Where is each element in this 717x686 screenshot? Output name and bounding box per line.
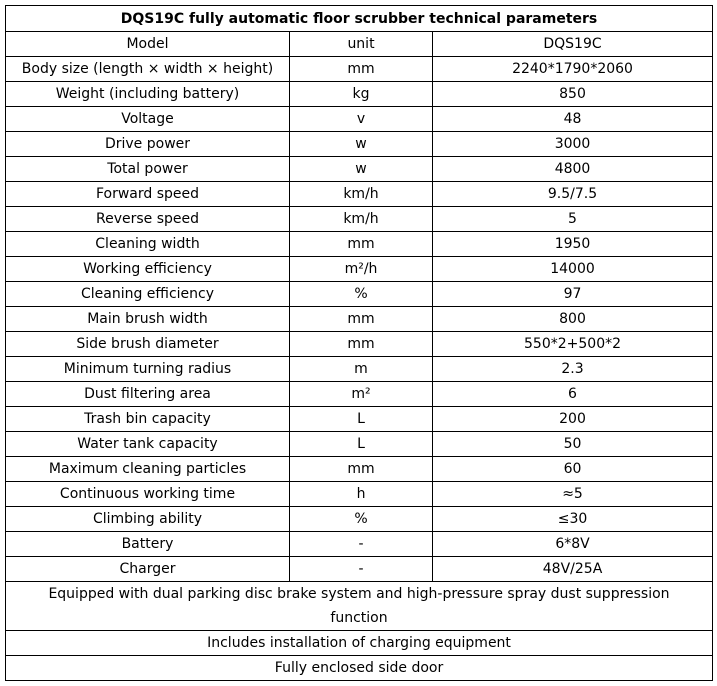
unit-cell: L xyxy=(290,407,433,432)
value-cell: 550*2+500*2 xyxy=(433,332,713,357)
table-row xyxy=(6,57,713,82)
value-cell: 3000 xyxy=(433,132,713,157)
table-row xyxy=(6,82,713,107)
unit-cell: km/h xyxy=(290,182,433,207)
spec-sheet xyxy=(5,5,712,681)
param-cell: Climbing ability xyxy=(6,507,290,532)
param-cell: Trash bin capacity xyxy=(6,407,290,432)
unit-cell: mm xyxy=(290,57,433,82)
unit-cell: m² xyxy=(290,382,433,407)
unit-cell: mm xyxy=(290,307,433,332)
value-cell: 50 xyxy=(433,432,713,457)
spec-table xyxy=(5,5,713,681)
table-row xyxy=(6,107,713,132)
table-row xyxy=(6,432,713,457)
table-row xyxy=(6,507,713,532)
param-cell: Water tank capacity xyxy=(6,432,290,457)
param-cell: Body size (length × width × height) xyxy=(6,57,290,82)
unit-cell: h xyxy=(290,482,433,507)
unit-cell: m xyxy=(290,357,433,382)
value-cell: 200 xyxy=(433,407,713,432)
table-row xyxy=(6,282,713,307)
table-row xyxy=(6,207,713,232)
param-cell: Working efficiency xyxy=(6,257,290,282)
value-cell: 800 xyxy=(433,307,713,332)
header-model: Model xyxy=(6,32,290,57)
value-cell: 4800 xyxy=(433,157,713,182)
unit-cell: - xyxy=(290,557,433,582)
param-cell: Dust filtering area xyxy=(6,382,290,407)
table-row xyxy=(6,532,713,557)
value-cell: 9.5/7.5 xyxy=(433,182,713,207)
unit-cell: mm xyxy=(290,232,433,257)
param-cell: Voltage xyxy=(6,107,290,132)
table-row xyxy=(6,307,713,332)
unit-cell: L xyxy=(290,432,433,457)
value-cell: 5 xyxy=(433,207,713,232)
param-cell: Drive power xyxy=(6,132,290,157)
note-cell: Includes installation of charging equipment xyxy=(6,631,713,656)
table-title: DQS19C fully automatic floor scrubber technical parameters xyxy=(6,6,713,32)
unit-cell: kg xyxy=(290,82,433,107)
value-cell: ≈5 xyxy=(433,482,713,507)
unit-cell: w xyxy=(290,157,433,182)
value-cell: 2.3 xyxy=(433,357,713,382)
note-row xyxy=(6,656,713,681)
param-cell: Reverse speed xyxy=(6,207,290,232)
unit-cell: mm xyxy=(290,332,433,357)
param-cell: Side brush diameter xyxy=(6,332,290,357)
table-row xyxy=(6,557,713,582)
value-cell: 48 xyxy=(433,107,713,132)
value-cell: 14000 xyxy=(433,257,713,282)
param-cell: Main brush width xyxy=(6,307,290,332)
param-cell: Continuous working time xyxy=(6,482,290,507)
unit-cell: w xyxy=(290,132,433,157)
param-cell: Minimum turning radius xyxy=(6,357,290,382)
table-row xyxy=(6,232,713,257)
header-model-name: DQS19C xyxy=(433,32,713,57)
table-row xyxy=(6,332,713,357)
table-row xyxy=(6,132,713,157)
unit-cell: m²/h xyxy=(290,257,433,282)
header-unit: unit xyxy=(290,32,433,57)
table-row xyxy=(6,182,713,207)
table-row xyxy=(6,257,713,282)
value-cell: 6 xyxy=(433,382,713,407)
param-cell: Weight (including battery) xyxy=(6,82,290,107)
note-cell: Equipped with dual parking disc brake system and high-pressure spray dust suppression function xyxy=(6,582,713,631)
unit-cell: % xyxy=(290,282,433,307)
param-cell: Battery xyxy=(6,532,290,557)
table-row xyxy=(6,357,713,382)
value-cell: 6*8V xyxy=(433,532,713,557)
table-row xyxy=(6,482,713,507)
param-cell: Forward speed xyxy=(6,182,290,207)
value-cell: 2240*1790*2060 xyxy=(433,57,713,82)
param-cell: Total power xyxy=(6,157,290,182)
header-row xyxy=(6,32,713,57)
unit-cell: mm xyxy=(290,457,433,482)
title-row xyxy=(6,6,713,32)
value-cell: 97 xyxy=(433,282,713,307)
value-cell: 1950 xyxy=(433,232,713,257)
note-row xyxy=(6,631,713,656)
value-cell: 60 xyxy=(433,457,713,482)
param-cell: Cleaning width xyxy=(6,232,290,257)
unit-cell: km/h xyxy=(290,207,433,232)
value-cell: 850 xyxy=(433,82,713,107)
param-cell: Cleaning efficiency xyxy=(6,282,290,307)
table-row xyxy=(6,382,713,407)
table-row xyxy=(6,407,713,432)
value-cell: ≤30 xyxy=(433,507,713,532)
note-row xyxy=(6,582,713,631)
param-cell: Maximum cleaning particles xyxy=(6,457,290,482)
value-cell: 48V/25A xyxy=(433,557,713,582)
table-row xyxy=(6,157,713,182)
unit-cell: v xyxy=(290,107,433,132)
note-cell: Fully enclosed side door xyxy=(6,656,713,681)
unit-cell: % xyxy=(290,507,433,532)
unit-cell: - xyxy=(290,532,433,557)
param-cell: Charger xyxy=(6,557,290,582)
table-row xyxy=(6,457,713,482)
